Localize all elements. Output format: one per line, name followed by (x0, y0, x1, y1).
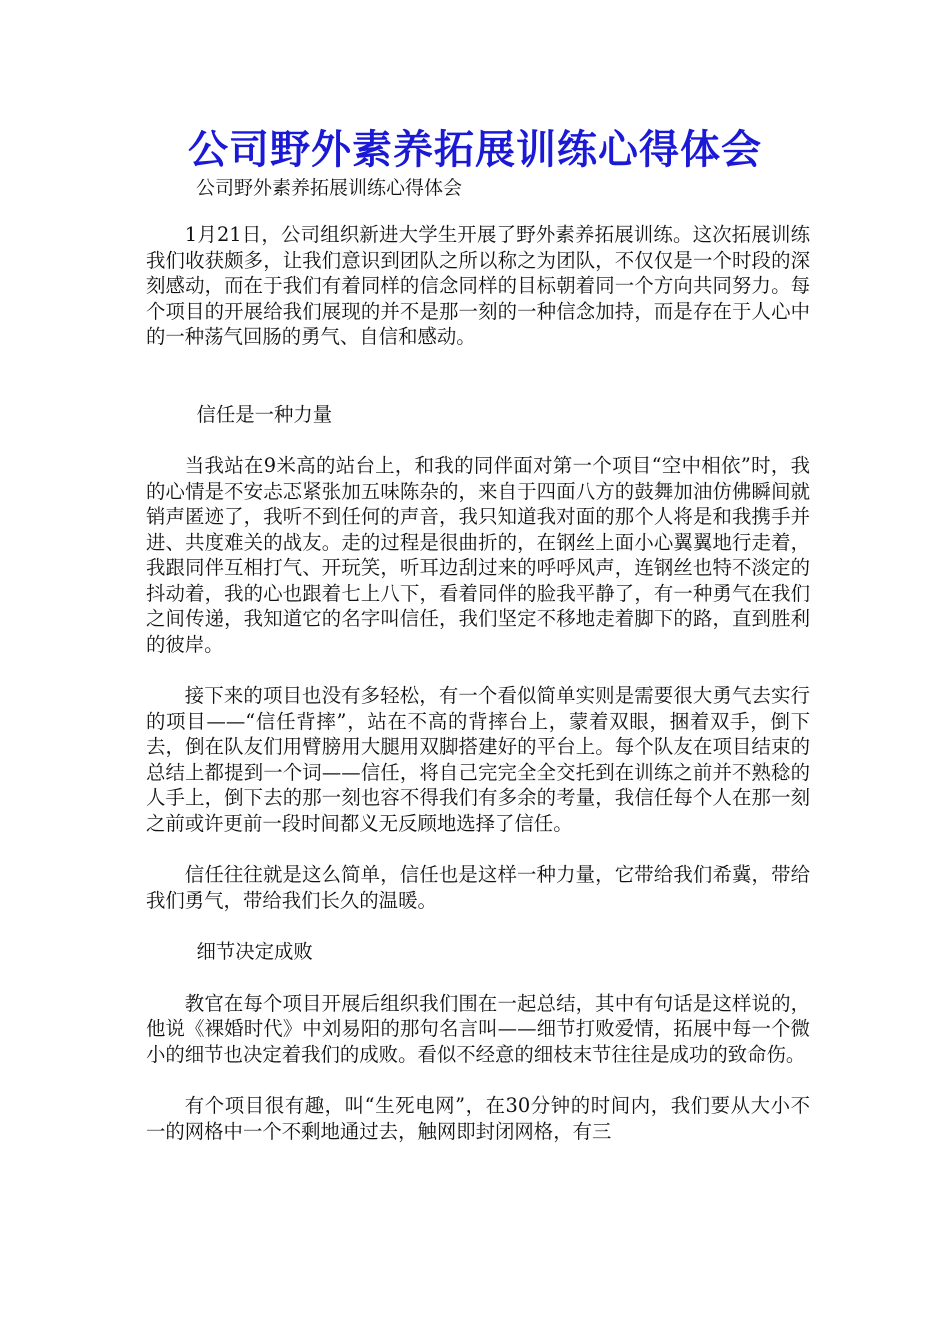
paragraph-intro: 1月21日，公司组织新进大学生开展了野外素养拓展训练。这次拓展训练我们收获颇多，让我们意识到团队之所以称之为团队，不仅仅是一个时段的深刻感动，而在于我们有着同样的信念同样的目标朝着同一个方向共同努力。每个项目的开展给我们展现的并不是那一刻的一种信念加持，而是存在于人心中的一种荡气回肠的勇气、自信和感动。 (146, 223, 810, 348)
section-heading-details: 细节决定成败 (196, 940, 313, 963)
document-subtitle: 公司野外素养拓展训练心得体会 (196, 177, 463, 199)
paragraph-instructor: 教官在每个项目开展后组织我们围在一起总结，其中有句话是这样说的，他说《裸婚时代》中刘易阳的那句名言叫——细节打败爱情，拓展中每一个微小的细节也决定着我们的成败。看似不经意的细枝末节往往是成功的致命伤。 (146, 991, 810, 1066)
paragraph-trust-summary: 信任往往就是这么简单，信任也是这样一种力量，它带给我们希冀，带给我们勇气，带给我们长久的温暖。 (146, 863, 810, 912)
document-body (146, 222, 810, 1170)
document-title: 公司野外素养拓展训练心得体会 (188, 127, 762, 173)
paragraph-electric-net: 有个项目很有趣，叫“生死电网”，在30分钟的时间内，我们要从大小不一的网格中一个不剩地通过去，触网即封闭网格，有三 (146, 1094, 810, 1143)
paragraph-high-wire: 当我站在9米高的站台上，和我的同伴面对第一个项目“空中相依”时，我的心情是不安忐忑紧张加五味陈杂的，来自于四面八方的鼓舞加油仿佛瞬间就销声匿迹了，我听不到任何的声音，我只知道我对面的那个人将是和我携手并进、共度难关的战友。走的过程是很曲折的，在钢丝上面小心翼翼地行走着，我跟同伴互相打气、开玩笑，听耳边刮过来的呼呼风声，连钢丝也特不淡定的抖动着，我的心也跟着七上八下，看着同伴的脸我平静了，有一种勇气在我们之间传递，我知道它的名字叫信任，我们坚定不移地走着脚下的路，直到胜利的彼岸。 (146, 454, 810, 656)
section-heading-trust: 信任是一种力量 (196, 402, 333, 426)
paragraph-trust-fall: 接下来的项目也没有多轻松，有一个看似简单实则是需要很大勇气去实行的项目——“信任背摔”，站在不高的背摔台上，蒙着双眼，捆着双手，倒下去，倒在队友们用臂膀用大腿用双脚搭建好的平台上。每个队友在项目结束的总结上都提到一个词——信任，将自己完完全全交托到在训练之前并不熟稔的人手上，倒下去的那一刻也容不得我们有多余的考量，我信任每个人在那一刻之前或许更前一段时间都义无反顾地选择了信任。 (146, 684, 810, 835)
